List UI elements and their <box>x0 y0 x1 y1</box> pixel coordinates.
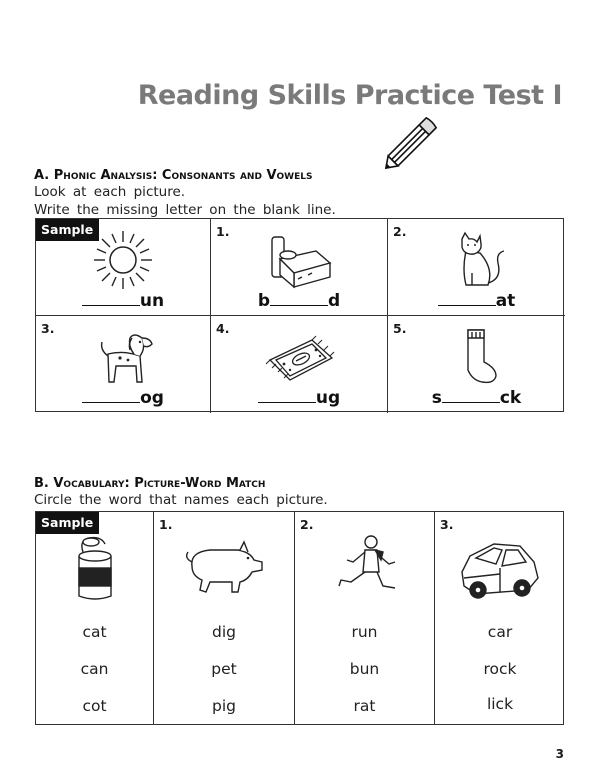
word-option[interactable]: cot <box>82 697 107 715</box>
section-a-instruction-1: Look at each picture. <box>34 184 186 200</box>
phonics-answer: un <box>36 291 210 311</box>
answer-blank[interactable] <box>438 292 496 306</box>
word-option[interactable]: can <box>80 660 109 678</box>
phonics-answer: og <box>36 388 210 408</box>
phonics-item-1 <box>211 219 388 316</box>
answer-blank[interactable] <box>82 389 140 403</box>
phonics-item-2 <box>388 219 565 316</box>
word-option[interactable]: bun <box>349 660 380 678</box>
word-option[interactable]: rat <box>353 697 376 715</box>
phonics-item-sample <box>36 219 211 316</box>
vocab-item-3 <box>435 512 565 724</box>
word-option[interactable]: pet <box>211 660 237 678</box>
can-icon <box>49 534 141 604</box>
page-number: 3 <box>555 747 564 761</box>
item-number: 2. <box>300 517 314 532</box>
sample-tag: Sample <box>36 512 99 534</box>
item-number: 5. <box>393 321 407 336</box>
word-option[interactable]: cat <box>82 623 107 641</box>
sample-tag: Sample <box>36 219 99 241</box>
word-option[interactable]: run <box>351 623 378 641</box>
phonics-answer: b d <box>257 291 341 311</box>
pencil-icon <box>374 108 446 180</box>
section-a-instruction-2: Write the missing letter on the blank line. <box>34 202 336 218</box>
answer-blank[interactable] <box>270 292 328 306</box>
item-number: 4. <box>216 321 230 336</box>
section-a-heading: A. Phonic Analysis: Consonants and Vowels <box>34 168 313 183</box>
phonics-item-4 <box>211 316 388 413</box>
phonics-answer: at <box>388 291 565 311</box>
phonics-grid <box>35 218 564 412</box>
bed-icon <box>260 229 338 291</box>
section-b-heading: B. Vocabulary: Picture-Word Match <box>34 476 266 491</box>
word-option[interactable]: rock <box>483 660 517 678</box>
running-boy-icon <box>319 534 411 604</box>
sock-icon <box>438 326 516 388</box>
car-icon <box>454 534 546 604</box>
item-number: 3. <box>41 321 55 336</box>
word-option[interactable]: car <box>487 623 513 641</box>
sun-icon <box>84 229 162 291</box>
answer-blank[interactable] <box>442 389 500 403</box>
dog-icon <box>84 326 162 388</box>
phonics-item-3 <box>36 316 211 413</box>
vocab-item-2 <box>295 512 435 724</box>
answer-blank[interactable] <box>82 292 140 306</box>
rug-icon <box>260 326 338 388</box>
word-option[interactable]: lick <box>486 695 514 713</box>
phonics-answer: ug <box>211 388 387 408</box>
item-number: 1. <box>159 517 173 532</box>
phonics-answer: s ck <box>431 388 522 408</box>
page-title: Reading Skills Practice Test I <box>137 80 562 111</box>
vocab-item-sample <box>36 512 154 724</box>
phonics-item-5 <box>388 316 565 413</box>
section-b-instruction: Circle the word that names each picture. <box>34 492 328 508</box>
vocabulary-grid <box>35 511 564 725</box>
vocab-item-1 <box>154 512 295 724</box>
answer-blank[interactable] <box>258 389 316 403</box>
word-option[interactable]: dig <box>212 623 236 641</box>
item-number: 3. <box>440 517 454 532</box>
cat-icon <box>438 229 516 291</box>
word-option[interactable]: pig <box>212 697 236 715</box>
item-number: 2. <box>393 224 407 239</box>
item-number: 1. <box>216 224 230 239</box>
pig-icon <box>178 534 270 604</box>
